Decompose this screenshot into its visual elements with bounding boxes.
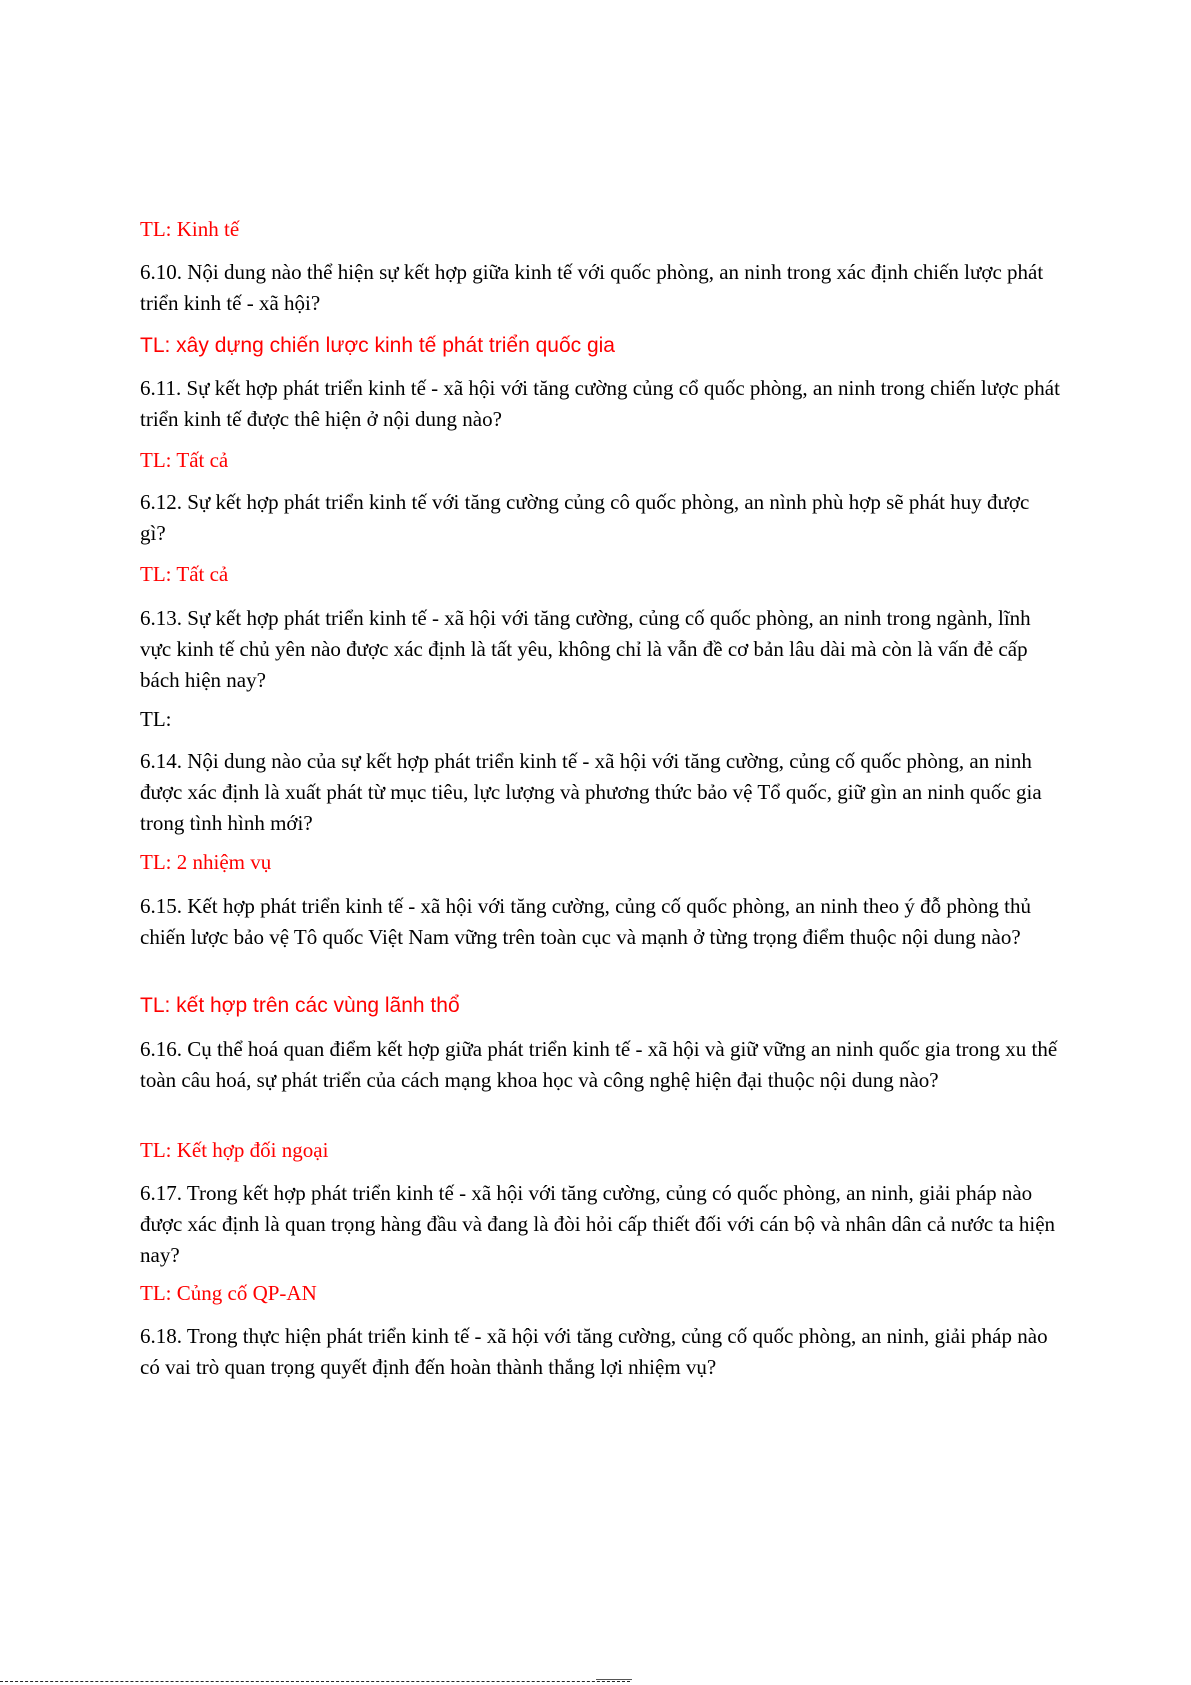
answer-6-13: TL: <box>140 707 172 731</box>
answer-6-10: TL: xây dựng chiến lược kinh tế phát triển quốc gia <box>140 334 615 357</box>
answer-6-12: TL: Tất cả <box>140 562 229 586</box>
question-6-13: 6.13. Sự kết hợp phát triển kinh tế - xã hội với tăng cường, củng cố quốc phòng, an ninh trong ngành, lĩnh vực kinh tế chủ yên nào được xác định là tất yêu, không chỉ là vẫn đề cơ bản lâu dài mà còn là vấn đẻ cấp bách hiện nay? <box>140 606 1031 692</box>
question-6-15: 6.15. Kết hợp phát triển kinh tế - xã hội với tăng cường, củng cố quốc phòng, an ninh theo ý đỗ phòng thủ chiến lược bảo vệ Tô quốc Việt Nam vững trên toàn cục và mạnh ở từng trọng điểm thuộc nội dung nào? <box>140 894 1031 949</box>
question-6-11: 6.11. Sự kết hợp phát triển kinh tế - xã hội với tăng cường củng cổ quốc phòng, an ninh trong chiến lược phát triển kinh tế được thê hiện ở nội dung nào? <box>140 376 1060 431</box>
answer-6-15: TL: kết hợp trên các vùng lãnh thổ <box>140 994 460 1017</box>
question-6-14: 6.14. Nội dung nào của sự kết hợp phát triển kinh tế - xã hội với tăng cường, củng cố quốc phòng, an ninh được xác định là xuất phát từ mục tiêu, lực lượng và phương thức bảo vệ Tổ quốc, giữ gìn an ninh quốc gia trong tình hình mới? <box>140 749 1042 835</box>
answer-6-17: TL: Củng cố QP-AN <box>140 1281 317 1305</box>
answer-6-9: TL: Kinh tế <box>140 217 240 241</box>
question-6-10: 6.10. Nội dung nào thể hiện sự kết hợp giữa kinh tế với quốc phòng, an ninh trong xác định chiến lược phát triển kinh tế - xã hội? <box>140 260 1044 315</box>
question-6-18: 6.18. Trong thực hiện phát triển kinh tế - xã hội với tăng cường, củng cố quốc phòng, an ninh, giải pháp nào có vai trò quan trọng quyết định đến hoàn thành thắng lợi nhiệm vụ? <box>140 1324 1048 1379</box>
answer-6-16: TL: Kết hợp đối ngoại <box>140 1138 329 1162</box>
answer-6-11: TL: Tất cả <box>140 448 229 472</box>
question-6-16: 6.16. Cụ thể hoá quan điểm kết hợp giữa phát triển kinh tế - xã hội và giữ vững an ninh quốc gia trong xu thế toàn câu hoá, sự phát triển của cách mạng khoa học và công nghệ hiện đại thuộc nội dung nào? <box>140 1037 1058 1092</box>
question-6-12: 6.12. Sự kết hợp phát triển kinh tế với tăng cường củng cô quốc phòng, an nình phù hợp sẽ phát huy được gì? <box>140 490 1030 545</box>
page-bottom-mark <box>596 1679 632 1680</box>
answer-6-14: TL: 2 nhiệm vụ <box>140 850 272 874</box>
question-6-17: 6.17. Trong kết hợp phát triển kinh tế - xã hội với tăng cường, củng có quốc phòng, an ninh, giải pháp nào được xác định là quan trọng hàng đầu và đang là đòi hỏi cấp thiết đối với cán bộ và nhân dân cả nước ta hiện nay? <box>140 1181 1056 1267</box>
page-bottom-rule <box>0 1681 630 1682</box>
